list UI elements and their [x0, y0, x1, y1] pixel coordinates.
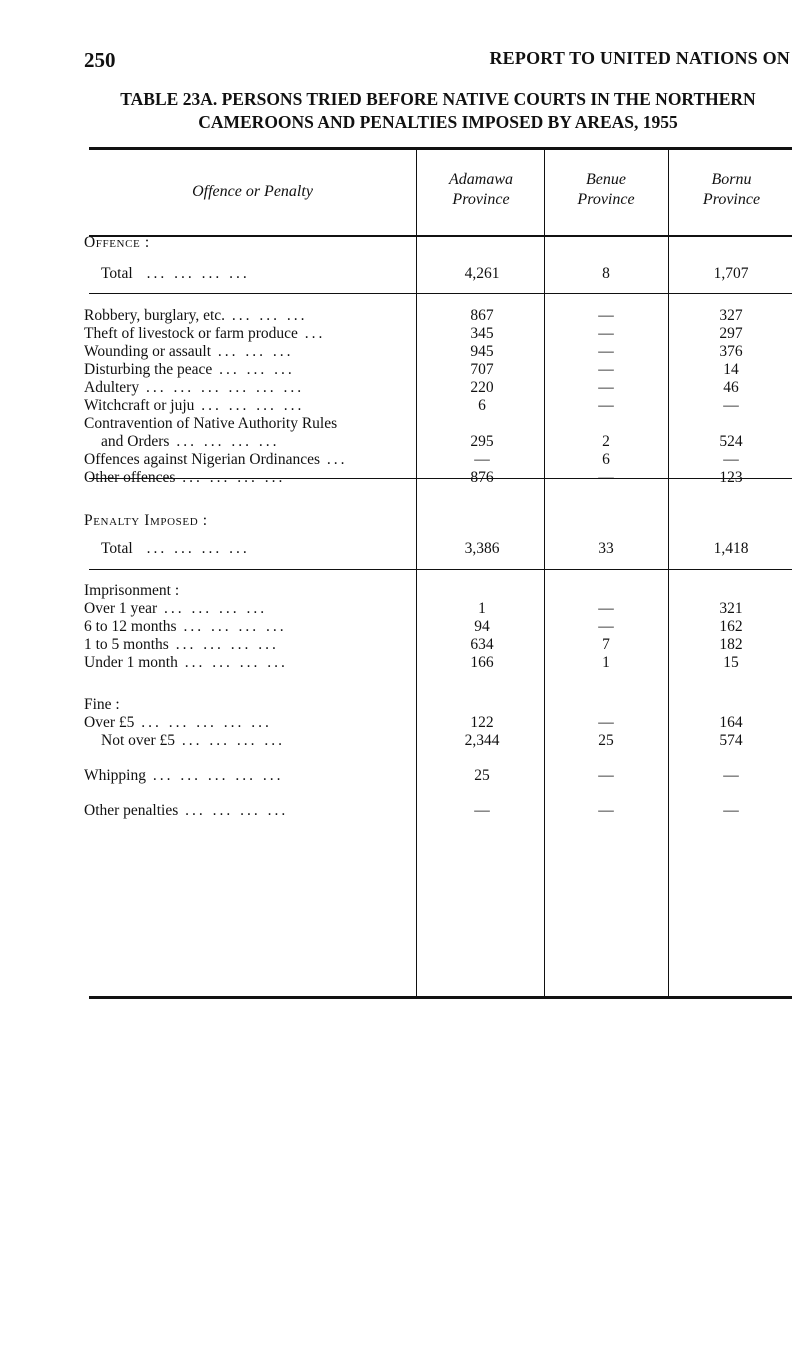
table-bottom-rule — [89, 996, 792, 999]
cell-value: 182 — [719, 636, 743, 653]
page-number: 250 — [84, 48, 116, 72]
cell-value: — — [598, 618, 614, 635]
cell-value: 2 — [602, 433, 610, 450]
row-label: Disturbing the peace ... ... ... — [84, 361, 295, 378]
row-label: Wounding or assault ... ... ... — [84, 343, 294, 360]
total-penalty-rule — [89, 569, 792, 570]
row-label: Total ... ... ... ... — [101, 265, 250, 282]
cell-value: 164 — [719, 714, 743, 731]
cell-value: 345 — [470, 325, 494, 342]
cell-value: 15 — [723, 654, 739, 671]
cell-value: 6 — [602, 451, 610, 468]
cell-value: 1,418 — [713, 540, 749, 557]
cell-value: 6 — [478, 397, 486, 414]
cell-value: — — [598, 379, 614, 396]
cell-value: — — [723, 397, 739, 414]
cell-value: — — [598, 469, 614, 486]
cell-value: — — [723, 451, 739, 468]
row-label: Under 1 month ... ... ... ... — [84, 654, 288, 671]
offence-section-heading: Offence : — [84, 234, 150, 251]
cell-value: 524 — [719, 433, 743, 450]
cell-value: 876 — [470, 469, 494, 486]
row-label: Robbery, burglary, etc. ... ... ... — [84, 307, 308, 324]
cell-value: 3,386 — [464, 540, 500, 557]
row-label: Over £5 ... ... ... ... ... — [84, 714, 272, 731]
running-title: REPORT TO UNITED NATIONS ON — [489, 48, 790, 68]
row-label: Not over £5 ... ... ... ... — [101, 732, 286, 749]
cell-value: 574 — [719, 732, 743, 749]
column-header-offence-or-penalty: Offence or Penalty — [192, 183, 313, 200]
cell-value: 220 — [470, 379, 494, 396]
column-header-benue-province: Benue Province — [577, 171, 635, 208]
cell-value: — — [598, 307, 614, 324]
table-title-line-2: CAMEROONS AND PENALTIES IMPOSED BY AREAS, 1955 — [198, 112, 678, 132]
cell-value: 4,261 — [464, 265, 500, 282]
cell-value: — — [598, 325, 614, 342]
cell-value: — — [598, 600, 614, 617]
cell-value: — — [723, 767, 739, 784]
cell-value: — — [598, 767, 614, 784]
table-title-line-1: TABLE 23A. PERSONS TRIED BEFORE NATIVE COURTS IN THE NORTHERN — [120, 89, 756, 109]
cell-value: — — [598, 714, 614, 731]
cell-value: 2,344 — [464, 732, 500, 749]
cell-value: — — [723, 802, 739, 819]
row-label: Adultery ... ... ... ... ... ... — [84, 379, 305, 396]
cell-value: — — [474, 802, 490, 819]
column-header-adamawa-province: Adamawa Province — [449, 171, 513, 208]
cell-value: 327 — [719, 307, 743, 324]
column-divider-3 — [668, 148, 669, 998]
column-header-bornu-province: Bornu Province — [702, 171, 761, 208]
cell-value: 33 — [598, 540, 614, 557]
table-title — [78, 88, 798, 134]
cell-value: 162 — [719, 618, 743, 635]
row-label: 1 to 5 months ... ... ... ... — [84, 636, 279, 653]
cell-value: — — [598, 343, 614, 360]
cell-value: 297 — [719, 325, 743, 342]
cell-value: 46 — [723, 379, 739, 396]
cell-value: 25 — [474, 767, 490, 784]
row-label: Other penalties ... ... ... ... — [84, 802, 289, 819]
cell-value: 295 — [470, 433, 494, 450]
cell-value: 14 — [723, 361, 739, 378]
row-label: Over 1 year ... ... ... ... — [84, 600, 268, 617]
row-label: Witchcraft or juju ... ... ... ... — [84, 397, 305, 414]
cell-value: 122 — [470, 714, 494, 731]
cell-value: 1 — [602, 654, 610, 671]
running-header — [84, 48, 790, 72]
row-label: Offences against Nigerian Ordinances ... — [84, 451, 348, 468]
column-divider-2 — [544, 148, 545, 998]
cell-value: 376 — [719, 343, 743, 360]
cell-value: 634 — [470, 636, 494, 653]
cell-value: — — [598, 802, 614, 819]
row-label: and Orders ... ... ... ... — [101, 433, 280, 450]
cell-value: 94 — [474, 618, 490, 635]
penalty-section-heading: Penalty Imposed : — [84, 512, 208, 529]
cell-value: — — [598, 397, 614, 414]
cell-value: 945 — [470, 343, 494, 360]
cell-value: 707 — [470, 361, 494, 378]
cell-value: 1,707 — [713, 265, 749, 282]
row-label: Whipping ... ... ... ... ... — [84, 767, 284, 784]
table-top-rule — [89, 147, 792, 150]
cell-value: — — [474, 451, 490, 468]
imprisonment-heading: Imprisonment : — [84, 582, 180, 599]
total-offence-rule — [89, 293, 792, 294]
cell-value: 1 — [478, 600, 486, 617]
cell-value: 25 — [598, 732, 614, 749]
cell-value: 123 — [719, 469, 743, 486]
cell-value: 8 — [602, 265, 610, 282]
row-label: Theft of livestock or farm produce ... — [84, 325, 326, 342]
cell-value: — — [598, 361, 614, 378]
fine-heading: Fine : — [84, 696, 120, 713]
cell-value: 867 — [470, 307, 494, 324]
row-label: 6 to 12 months ... ... ... ... — [84, 618, 287, 635]
row-label: Contravention of Native Authority Rules — [84, 415, 338, 432]
cell-value: 321 — [719, 600, 743, 617]
row-label: Total ... ... ... ... — [101, 540, 250, 557]
cell-value: 7 — [602, 636, 610, 653]
row-label: Other offences ... ... ... ... — [84, 469, 286, 486]
column-divider-1 — [416, 148, 417, 998]
cell-value: 166 — [470, 654, 494, 671]
